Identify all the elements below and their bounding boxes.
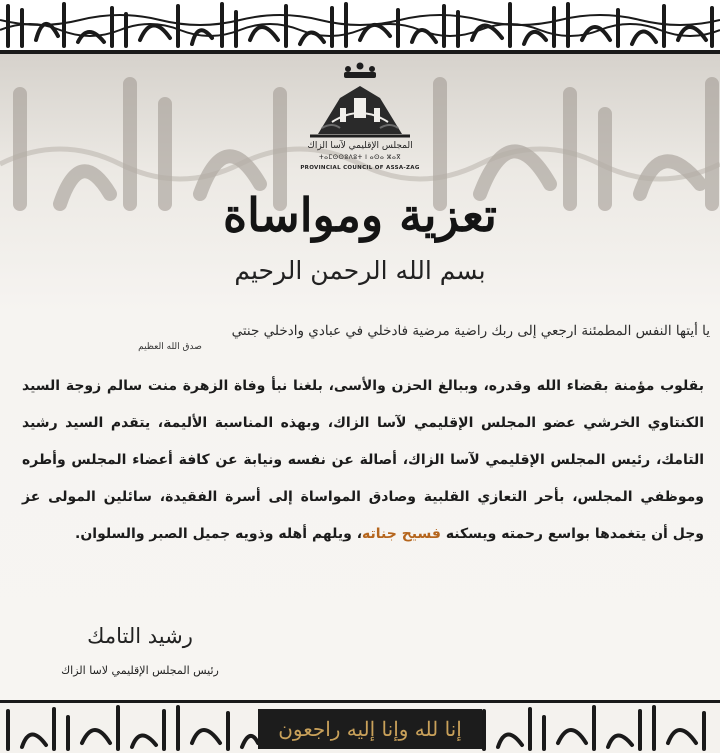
signature-name: رشيد التامك	[87, 624, 193, 648]
council-emblem-icon	[300, 62, 420, 140]
signature-title: رئيس المجلس الإقليمي لاسا الزاك	[61, 664, 219, 677]
condolence-page	[0, 54, 720, 700]
logo-name-arabic: المجلس الإقليمي لآسا الزاك	[307, 141, 413, 151]
condolence-message	[22, 368, 704, 553]
logo-name-english: PROVINCIAL COUNCIL OF ASSA-ZAG	[300, 165, 420, 171]
basmala: بسم الله الرحمن الرحيم	[234, 256, 486, 285]
page-title: تعزية ومواساة	[223, 188, 497, 242]
bottom-calligraphy-band	[0, 700, 720, 753]
logo-name-tifinagh: ⵜⴰⵎⵙⵙⵓⴷⵓⵜ ⵏ ⴰⵙⴰ ⵣⴰⴳ	[319, 154, 401, 161]
message-text-part2: ، ويلهم أهله وذويه جميل الصبر والسلوان.	[75, 526, 363, 542]
quran-verse: يا أيتها النفس المطمئنة ارجعي إلى ربك راضية مرضية فادخلي في عبادي وادخلي جنتي	[231, 323, 710, 339]
calligraphy-pattern-icon	[0, 0, 720, 50]
message-text-part1: بقلوب مؤمنة بقضاء الله وقدره، وببالغ الحزن والأسى، بلغنا نبأ وفاة الزهرة منت سالم زوجة السيد الكنتاوي الخرشي عضو المجلس الإقليمي لآسا الزاك، وبهذه المناسبة الأليمة، يتقدم السيد رشيد التامك، رئيس المجلس الإقليمي لآسا الزاك، أصالة عن نفسه ونيابة عن كافة أعضاء المجلس وأطره وموظفي المجلس، بأحر التعازي القلبية وصادق المواساة إلى أسرة الفقيدة، سائلين المولى عز وجل أن يتغمدها بواسع رحمته ويسكنه	[22, 378, 704, 542]
verse-closing: صدق الله العظيم	[138, 342, 202, 352]
bottom-banner-text: إنا لله وإنا إليه راجعون	[278, 717, 462, 741]
council-logo	[300, 62, 420, 180]
message-highlight: فسيح جناته	[362, 526, 441, 542]
top-calligraphy-band	[0, 0, 720, 54]
